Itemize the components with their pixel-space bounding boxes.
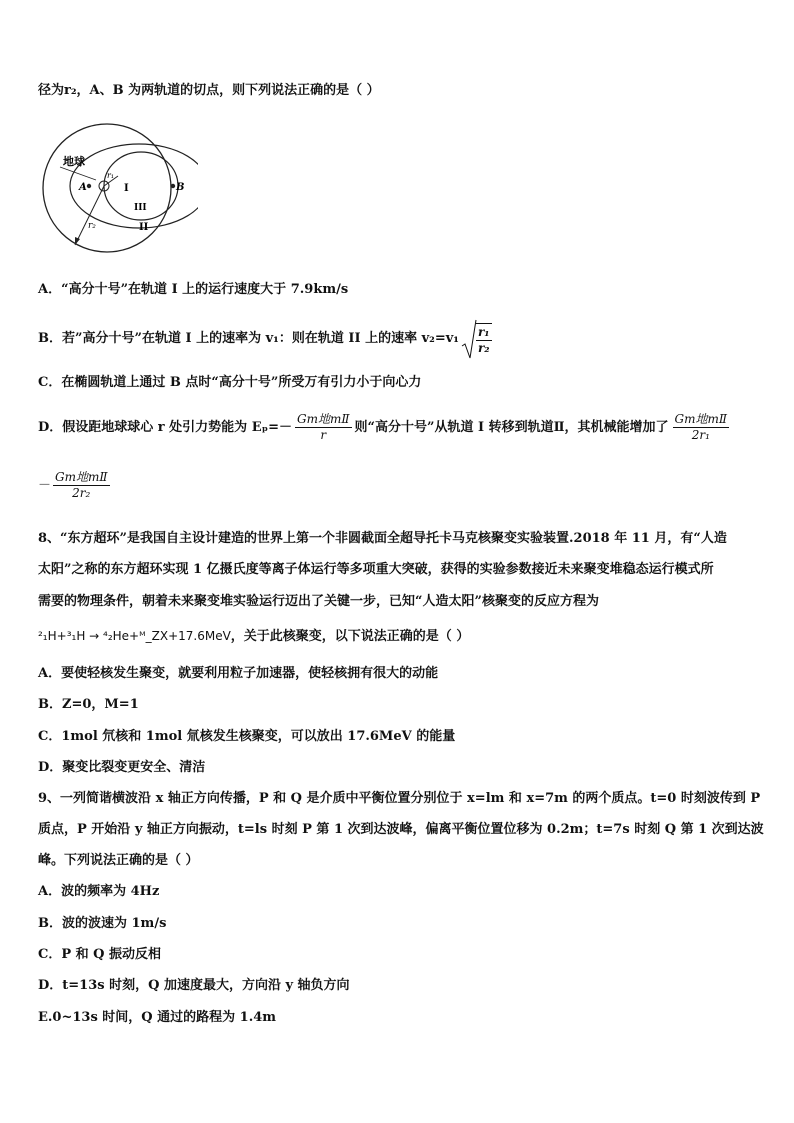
point-b-dot bbox=[171, 184, 175, 188]
orbit-diagram bbox=[38, 118, 198, 260]
q8-line-1: 8、“东方超环”是我国自主设计建造的世界上第一个非圆截面全超导托卡马克核聚变实验装置.2018 年 11 月，有“人造 bbox=[38, 531, 727, 546]
sqrt-num: r₁ bbox=[477, 324, 490, 339]
label-a: A bbox=[79, 182, 87, 193]
q7-frac-gain1-den: 2r₁ bbox=[691, 428, 710, 442]
q7-option-b bbox=[38, 318, 492, 360]
label-r1: r₁ bbox=[107, 171, 115, 180]
q9-option-b: B．波的波速为 1m/s bbox=[38, 916, 167, 931]
q7-frac-ep-den: r bbox=[320, 428, 327, 442]
sqrt-den: r₂ bbox=[477, 340, 490, 355]
r2-line bbox=[75, 186, 104, 245]
q8-equation-suffix: ，关于此核聚变，以下说法正确的是（ ） bbox=[230, 629, 470, 644]
q8-line-3: 需要的物理条件，朝着未来聚变堆实验运行迈出了关键一步，已知“人造太阳”核聚变的反应方程为 bbox=[38, 594, 599, 609]
sqrt-sign bbox=[461, 318, 477, 360]
q9-option-d: D．t=13s 时刻，Q 加速度最大，方向沿 y 轴负方向 bbox=[38, 978, 350, 993]
q7-option-c: C．在椭圆轨道上通过 B 点时“高分十号”所受万有引力小于向心力 bbox=[38, 375, 422, 390]
orbit-ii-circle bbox=[43, 124, 171, 252]
label-orbit-2: II bbox=[139, 222, 149, 233]
q8-option-d: D．聚变比裂变更安全、清洁 bbox=[38, 760, 206, 775]
earth-leader bbox=[60, 167, 96, 180]
q8-equation-line bbox=[38, 627, 469, 646]
q9-option-a: A．波的频率为 4Hz bbox=[38, 884, 160, 899]
label-b: B bbox=[176, 182, 185, 193]
q7-frac-gain1 bbox=[673, 412, 730, 443]
label-orbit-3: III bbox=[134, 203, 147, 213]
q7-frac-gain2-num: Gm地mⅡ bbox=[55, 470, 108, 484]
q8-line-2: 太阳”之称的东方超环实现 1 亿摄氏度等离子体运行等多项重大突破，获得的实验参数接近未来聚变堆稳态运行模式所 bbox=[38, 562, 714, 577]
q9-line-3: 峰。下列说法正确的是（ ） bbox=[38, 853, 199, 868]
q8-option-b: B．Z=0，M=1 bbox=[38, 697, 139, 712]
q7-option-d-text2: 则“高分十号”从轨道 I 转移到轨道Ⅱ，其机械能增加了 bbox=[354, 419, 669, 435]
q7-option-d-text1: D．假设距地球球心 r 处引力势能为 Eₚ=－ bbox=[38, 419, 292, 435]
q8-option-c: C．1mol 氘核和 1mol 氚核发生核聚变，可以放出 17.6MeV 的能量 bbox=[38, 729, 456, 744]
sqrt-fraction bbox=[476, 323, 492, 356]
label-r2: r₂ bbox=[88, 221, 96, 231]
q7-option-d-cont bbox=[38, 470, 110, 501]
q7-frac-ep-num: Gm地mⅡ bbox=[296, 412, 350, 426]
q7-frac-gain2 bbox=[53, 470, 110, 501]
q7-option-a: A．“高分十号”在轨道 I 上的运行速度大于 7.9km/s bbox=[38, 282, 349, 297]
q9-option-e: E.0~13s 时间，Q 通过的路程为 1.4m bbox=[38, 1010, 277, 1025]
q8-option-a: A．要使轻核发生聚变，就要利用粒子加速器，使轻核拥有很大的动能 bbox=[38, 666, 439, 681]
q9-line-1: 9、一列简谐横波沿 x 轴正方向传播，P 和 Q 是介质中平衡位置分别位于 x=lm 和 x=7m 的两个质点。t=0 时刻波传到 P bbox=[38, 791, 761, 806]
q7-frac-ep bbox=[295, 412, 352, 443]
q7-frac-gain2-den: 2r₂ bbox=[72, 486, 91, 500]
q8-equation: ²₁H+³₁H → ⁴₂He+ᴹ_ZX+17.6MeV bbox=[38, 629, 231, 643]
label-earth: 地球 bbox=[63, 155, 85, 168]
q9-line-2: 质点，P 开始沿 y 轴正方向振动，t=ls 时刻 P 第 1 次到达波峰，偏离平衡位置位移为 0.2m；t=7s 时刻 Q 第 1 次到达波 bbox=[38, 822, 764, 837]
q9-option-c: C．P 和 Q 振动反相 bbox=[38, 947, 162, 962]
q7-option-d-minus: － bbox=[38, 477, 52, 493]
r2-arrow bbox=[75, 237, 80, 245]
q7-option-d bbox=[38, 412, 729, 443]
label-orbit-1: I bbox=[124, 183, 129, 194]
q7-intro: 径为r₂，A、B 为两轨道的切点，则下列说法正确的是（ ） bbox=[38, 83, 380, 98]
point-a-dot bbox=[87, 184, 91, 188]
q7-option-b-text: B．若”高分十号”在轨道 I 上的速率为 v₁：则在轨道 II 上的速率 v₂=v₁ bbox=[38, 331, 459, 346]
q7-frac-gain1-num: Gm地mⅡ bbox=[674, 412, 728, 426]
